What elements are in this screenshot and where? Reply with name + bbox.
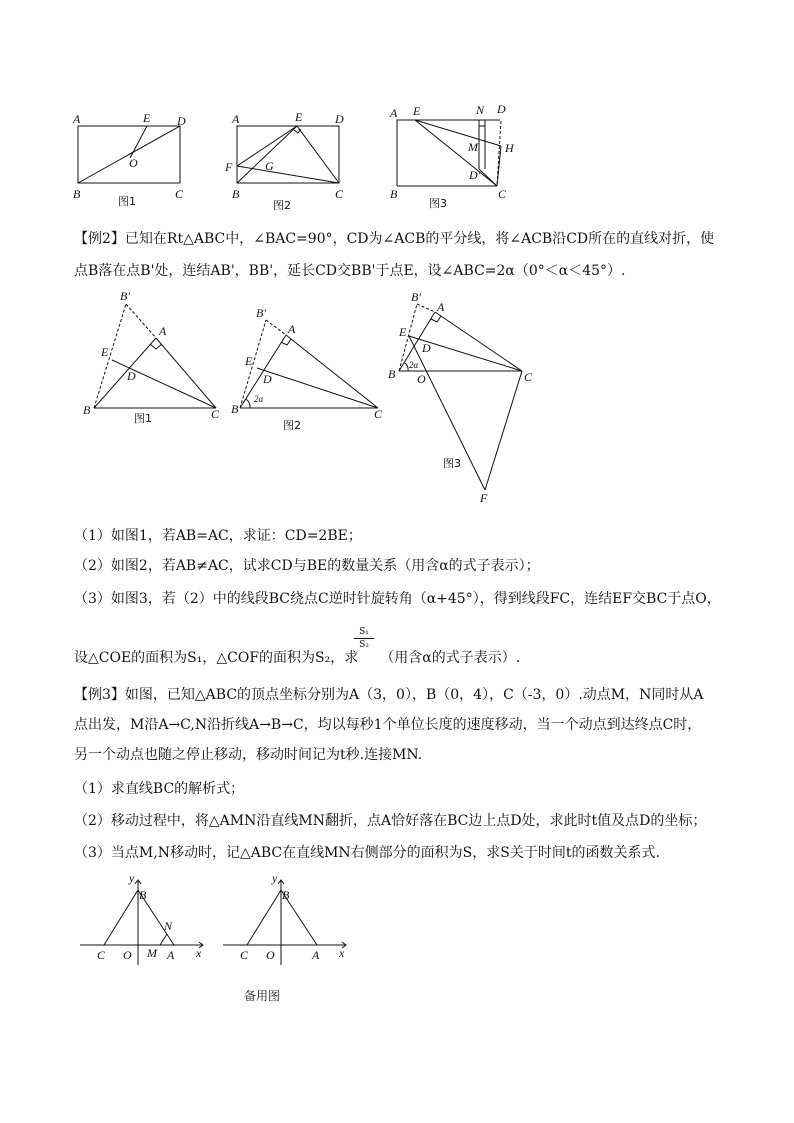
segment-mn xyxy=(160,934,167,945)
label-h: H xyxy=(505,141,514,155)
label-b-prime: B' xyxy=(411,290,421,304)
figure-caption: 图2 xyxy=(283,419,301,432)
label-b: B xyxy=(231,402,239,416)
label-f: F xyxy=(480,491,488,505)
diagonal-bd xyxy=(78,126,180,183)
top-figure-1 xyxy=(70,108,190,208)
figure-caption: 图3 xyxy=(429,197,447,210)
right-angle-mark xyxy=(150,344,162,349)
angle-arc xyxy=(246,399,250,408)
top-figure-2 xyxy=(225,108,355,213)
example2-figure-1 xyxy=(80,290,230,430)
label-n: N xyxy=(164,919,173,933)
label-c: C xyxy=(97,948,106,962)
label-x: x xyxy=(339,946,345,960)
label-b: B xyxy=(73,187,81,201)
segment-eh xyxy=(415,120,501,146)
label-a: A xyxy=(312,948,320,962)
label-e: E xyxy=(399,325,407,339)
right-angle-mark xyxy=(294,129,301,133)
example2-question-3-continued xyxy=(74,643,754,673)
label-o: O xyxy=(266,948,275,962)
label-a: A xyxy=(159,324,167,338)
label-b: B xyxy=(282,888,290,902)
example2-question-1: （1）如图1，若AB=AC，求证：CD=2BE； xyxy=(74,528,362,544)
label-a: A xyxy=(288,322,296,336)
example3-question-3: （3）当点M,N移动时，记△ABC在直线MN右侧部分的面积为S，求S关于时间t的函数关系式. xyxy=(74,845,660,861)
label-e: E xyxy=(413,104,421,118)
label-e: E xyxy=(295,110,303,124)
label-m: M xyxy=(147,946,157,960)
label-a: A xyxy=(437,300,445,314)
dashed-b-prime-a xyxy=(266,320,286,335)
segment-ec xyxy=(112,360,216,408)
segment-ac xyxy=(286,335,378,408)
label-e: E xyxy=(143,111,151,125)
example2-question-2: （2）如图2，若AB≠AC，试求CD与BE的数量关系（用含α的式子表示）； xyxy=(74,558,540,574)
label-e: E xyxy=(245,354,253,368)
label-c: C xyxy=(374,407,383,421)
figure-caption: 图1 xyxy=(134,412,152,425)
label-a: A xyxy=(73,112,81,126)
example3-question-1: （1）求直线BC的解析式； xyxy=(74,781,245,797)
angle-label: 2α xyxy=(409,360,419,370)
label-a: A xyxy=(232,112,240,126)
example2-figure-2 xyxy=(228,305,398,435)
segment-ac xyxy=(156,338,216,408)
q3-suffix: （用含α的式子表示）. xyxy=(380,650,521,666)
label-b: B xyxy=(388,367,396,381)
example3-question-2: （2）移动过程中，将△AMN沿直线MN翻折，点A恰好落在BC边上点D处，求此时t值及点D的坐标； xyxy=(74,813,707,829)
label-c: C xyxy=(498,187,507,201)
example3-statement-line2: 点出发，M沿A→C,N沿折线A→B→C，均以每秒1个单位长度的速度移动，当一个动点到达终点C时， xyxy=(74,717,702,733)
segment-ec xyxy=(257,368,378,408)
label-e: E xyxy=(101,345,109,359)
label-n: N xyxy=(476,103,485,117)
label-a: A xyxy=(167,948,175,962)
label-c: C xyxy=(175,187,184,201)
example3-figure-1 xyxy=(75,870,215,970)
angle-label: 2α xyxy=(254,394,264,404)
label-b: B xyxy=(232,187,240,201)
top-figure-3 xyxy=(385,100,525,210)
label-d: D xyxy=(335,112,344,126)
fraction-numerator: S₁ xyxy=(354,626,374,639)
label-g: G xyxy=(265,159,274,173)
segment-cf xyxy=(485,371,522,490)
segment-ac xyxy=(435,312,522,371)
fraction-denominator: S₂ xyxy=(359,640,369,650)
label-b-prime: B' xyxy=(120,289,130,303)
fraction-s1-over-s2 xyxy=(354,626,374,651)
label-d: D xyxy=(497,102,506,116)
label-f: F xyxy=(225,160,233,174)
label-b: B xyxy=(83,403,91,417)
label-b: B xyxy=(390,187,398,201)
example2-statement-line2: 点B落在点B'处，连结AB'，BB'，延长CD交BB'于点E，设∠ABC=2α（0°＜α＜45°）. xyxy=(74,263,626,279)
label-m: M xyxy=(468,140,478,154)
label-o: O xyxy=(123,948,132,962)
label-d: D xyxy=(422,341,431,355)
label-d: D xyxy=(177,114,186,128)
angle-arc xyxy=(405,363,408,371)
example2-statement-line1: 【例2】已知在Rt△ABC中，∠BAC=90°，CD为∠ACB的平分线，将∠ACB沿CD所在的直线对折，使 xyxy=(74,231,715,247)
label-y: y xyxy=(129,871,135,885)
figure-caption: 图2 xyxy=(273,199,291,212)
example3-statement-line3: 另一个动点也随之停止移动，移动时间记为t秒.连接MN. xyxy=(74,747,423,763)
label-o: O xyxy=(417,372,426,386)
label-c: C xyxy=(240,948,249,962)
label-d-prime: D' xyxy=(469,168,481,182)
label-o: O xyxy=(129,156,138,170)
figure-caption: 图1 xyxy=(118,195,136,208)
example2-question-3: （3）如图3，若（2）中的线段BC绕点C逆时针旋转角（α+45°），得到线段FC，连结EF交BC于点O， xyxy=(74,591,721,607)
label-c: C xyxy=(524,370,533,384)
right-angle-mark xyxy=(479,120,485,126)
label-c: C xyxy=(211,407,220,421)
label-c: C xyxy=(335,187,344,201)
label-b-prime: B' xyxy=(256,306,266,320)
example3-figure-2 xyxy=(218,870,358,1010)
dashed-bb-prime xyxy=(94,304,126,408)
example2-figure-3 xyxy=(385,290,545,505)
label-y: y xyxy=(272,871,278,885)
label-b: B xyxy=(139,888,147,902)
label-a: A xyxy=(390,106,398,120)
label-d: D xyxy=(127,369,136,383)
figure-caption: 图3 xyxy=(443,457,461,470)
example3-statement-line1: 【例3】如图，已知△ABC的顶点坐标分别为A（3，0），B（0，4），C（-3，0）.动点M，N同时从A xyxy=(74,687,704,703)
label-d: D xyxy=(263,372,272,386)
segment-dc xyxy=(479,169,497,186)
figure-caption: 备用图 xyxy=(244,989,281,1003)
q3-prefix: 设△COE的面积为S₁，△COF的面积为S₂，求 xyxy=(74,650,359,666)
segment-eo xyxy=(130,126,147,158)
dashed-b-prime-a xyxy=(126,304,156,338)
label-x: x xyxy=(196,946,202,960)
dashed-b-prime-a xyxy=(417,304,435,312)
